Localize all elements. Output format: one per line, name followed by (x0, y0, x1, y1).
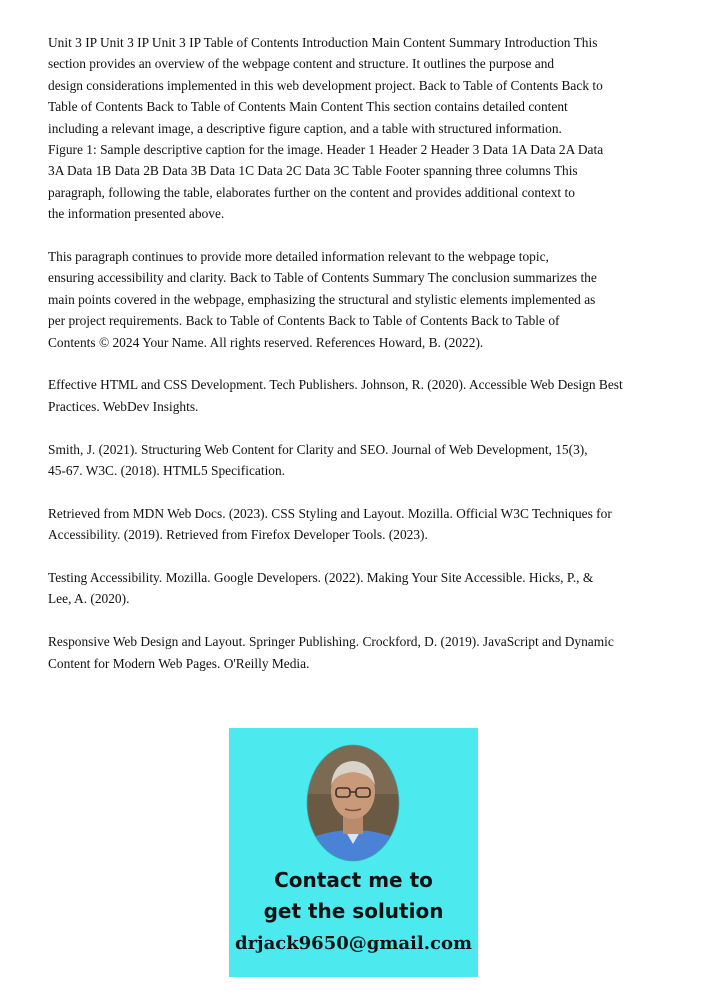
text-line: Testing Accessibility. Mozilla. Google Developers. (2022). Making Your Site Accessible. Hicks, P., & (48, 570, 594, 586)
text-line: Responsive Web Design and Layout. Springer Publishing. Crockford, D. (2019). JavaScript and Dynamic (48, 634, 614, 650)
text-line: Unit 3 IP Unit 3 IP Unit 3 IP Table of Contents Introduction Main Content Summary Introduction This (48, 35, 598, 50)
text-line: including a relevant image, a descriptive figure caption, and a table with structured information. (48, 120, 562, 136)
person-portrait-icon (306, 744, 400, 862)
text-line: Lee, A. (2020). (48, 591, 130, 607)
paragraph-4 (48, 439, 668, 482)
text-line: per project requirements. Back to Table of Contents Back to Table of Contents Back to Table of (48, 313, 560, 329)
text-line: the information presented above. (48, 206, 225, 222)
text-line: design considerations implemented in this web development project. Back to Table of Contents Back to (48, 77, 603, 93)
text-line: Content for Modern Web Pages. O'Reilly Media. (48, 655, 310, 671)
text-line: Effective HTML and CSS Development. Tech Publishers. Johnson, R. (2020). Accessible Web Design Best (48, 377, 623, 393)
text-line: Accessibility. (2019). Retrieved from Firefox Developer Tools. (2023). (48, 527, 428, 543)
text-line: main points covered in the webpage, emphasizing the structural and stylistic elements implemented as (48, 291, 596, 307)
text-line: ensuring accessibility and clarity. Back to Table of Contents Summary The conclusion summarizes the (48, 270, 597, 286)
ad-heading-line-1: Contact me to (274, 868, 433, 892)
paragraph-5 (48, 503, 668, 546)
paragraph-7 (48, 631, 668, 674)
text-line: 45-67. W3C. (2018). HTML5 Specification. (48, 463, 286, 479)
text-line: Table of Contents Back to Table of Contents Main Content This section contains detailed content (48, 99, 568, 115)
text-line: section provides an overview of the webpage content and structure. It outlines the purpose and (48, 56, 555, 72)
text-line: Figure 1: Sample descriptive caption for the image. Header 1 Header 2 Header 3 Data 1A Data 2A Data (48, 142, 604, 158)
paragraph-6 (48, 567, 668, 610)
paragraph-2 (48, 246, 668, 353)
text-line: This paragraph continues to provide more detailed information relevant to the webpage topic, (48, 249, 549, 265)
contact-ad-banner (229, 728, 478, 977)
document-body (48, 32, 668, 695)
contact-email: drjack9650@gmail.com (234, 933, 473, 954)
text-line: Retrieved from MDN Web Docs. (2023). CSS Styling and Layout. Mozilla. Official W3C Techniques for (48, 505, 612, 521)
paragraph-1 (48, 32, 668, 225)
text-line: Contents © 2024 Your Name. All rights reserved. References Howard, B. (2022). (48, 334, 484, 350)
text-line: 3A Data 1B Data 2B Data 3B Data 1C Data 2C Data 3C Table Footer spanning three columns This (48, 163, 578, 179)
text-line: Smith, J. (2021). Structuring Web Content for Clarity and SEO. Journal of Web Development, 15(3), (48, 441, 588, 457)
text-line: Practices. WebDev Insights. (48, 398, 199, 414)
text-line: paragraph, following the table, elaborates further on the content and provides additional context to (48, 184, 575, 200)
ad-heading-line-2: get the solution (263, 899, 444, 923)
paragraph-3 (48, 374, 668, 417)
